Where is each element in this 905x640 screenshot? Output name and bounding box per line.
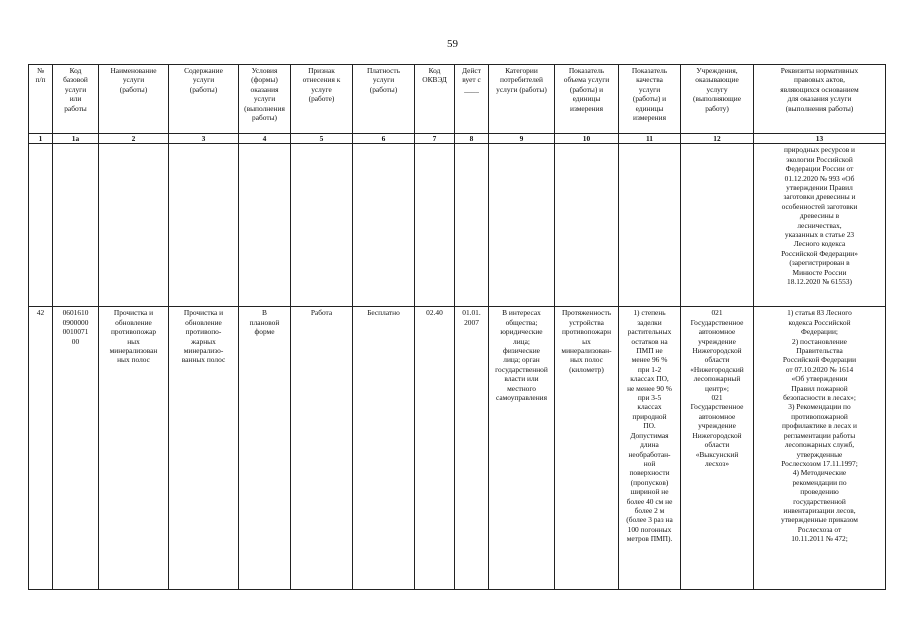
row-content: Прочистка и обновление противопо- жарных минерализо- ванных полос [169,307,239,590]
row-payment: Бесплатно [353,307,415,590]
header-valid-from: Дейст вует с ____ [455,65,489,134]
continuation-legal-acts: природных ресурсов и экологии Российской Федерации России от 01.12.2020 № 993 «Об утверждении Правил заготовки древесины и особенностей заготовки древесины в лесничествах, указанных в статье 23 Лесного кодекса Российской Федерации» (зарегистрирован в Минюсте России 18.12.2020 № 61553) [754,144,886,307]
column-number: 3 [169,134,239,144]
header-okved: Код ОКВЭД [415,65,455,134]
header-attribute: Признак отнесения к услуге (работе) [291,65,353,134]
header-name: Наименование услуги (работы) [99,65,169,134]
continuation-row [29,144,886,307]
header-legal-acts: Реквизиты нормативных правовых актов, являющихся основанием для оказания услуги (выполнения работы) [754,65,886,134]
row-quality: 1) степень заделки растительных остатков на ПМП не менее 96 % при 1-2 классах ПО, не менее 90 % при 3-5 классах природной ПО. Допустимая длина необработан- ной поверхности (пропусков) шириной не более 40 см не более 2 м (более 3 раз на 100 погонных метров ПМП). [619,307,681,590]
services-register-table [28,64,886,590]
row-attribute: Работа [291,307,353,590]
empty-cell [169,144,239,307]
page-number: 59 [447,38,458,50]
header-volume: Показатель объема услуги (работы) и единицы измерения [555,65,619,134]
column-number: 7 [415,134,455,144]
column-number: 11 [619,134,681,144]
empty-cell [29,144,53,307]
header-code: Код базовой услуги или работы [53,65,99,134]
header-consumers: Категории потребителей услуги (работы) [489,65,555,134]
row-okved: 02.40 [415,307,455,590]
column-number: 1а [53,134,99,144]
empty-cell [415,144,455,307]
empty-cell [53,144,99,307]
header-row [29,65,886,134]
empty-cell [239,144,291,307]
empty-cell [619,144,681,307]
column-number: 6 [353,134,415,144]
row-valid-from: 01.01. 2007 [455,307,489,590]
header-content: Содержание услуги (работы) [169,65,239,134]
row-volume: Протяженность устройства противопожарн ых минерализован- ных полос (километр) [555,307,619,590]
column-number: 13 [754,134,886,144]
row-num: 42 [29,307,53,590]
row-conditions: В плановой форме [239,307,291,590]
row-consumers: В интересах общества; юридические лица; физические лица; орган государственной власти или местного самоуправления [489,307,555,590]
row-name: Прочистка и обновление противопожар ных минерализован ных полос [99,307,169,590]
empty-cell [681,144,754,307]
column-numbers-row [29,134,886,144]
column-number: 4 [239,134,291,144]
column-number: 12 [681,134,754,144]
header-quality: Показатель качества услуги (работы) и единицы измерения [619,65,681,134]
row-institutions: 021 Государственное автономное учреждение Нижегородской области «Нижегородский лесопожарный центр»; 021 Государственное автономное учреждение Нижегородской области «Выксунский лесхоз» [681,307,754,590]
column-number: 9 [489,134,555,144]
table-row [29,307,886,590]
column-number: 8 [455,134,489,144]
column-number: 5 [291,134,353,144]
row-code: 0601610 0900000 0010071 00 [53,307,99,590]
column-number: 10 [555,134,619,144]
row-legal-acts: 1) статья 83 Лесного кодекса Российской Федерации; 2) постановление Правительства Российской Федерации от 07.10.2020 № 1614 «Об утверждении Правил пожарной безопасности в лесах»; 3) Рекомендации по противопожарной профилактике в лесах и регламентации работы лесопожарных служб, утвержденные Рослесхозом 17.11.1997; 4) Методические рекомендации по проведению государственной инвентаризации лесов, утвержденные приказом Рослесхоза от 10.11.2011 № 472; [754,307,886,590]
empty-cell [489,144,555,307]
empty-cell [455,144,489,307]
header-payment: Платность услуги (работы) [353,65,415,134]
header-num: № п/п [29,65,53,134]
empty-cell [99,144,169,307]
header-institutions: Учреждения, оказывающие услугу (выполняющие работу) [681,65,754,134]
empty-cell [555,144,619,307]
empty-cell [353,144,415,307]
column-number: 1 [29,134,53,144]
header-conditions: Условия (формы) оказания услуги (выполнения работы) [239,65,291,134]
column-number: 2 [99,134,169,144]
empty-cell [291,144,353,307]
